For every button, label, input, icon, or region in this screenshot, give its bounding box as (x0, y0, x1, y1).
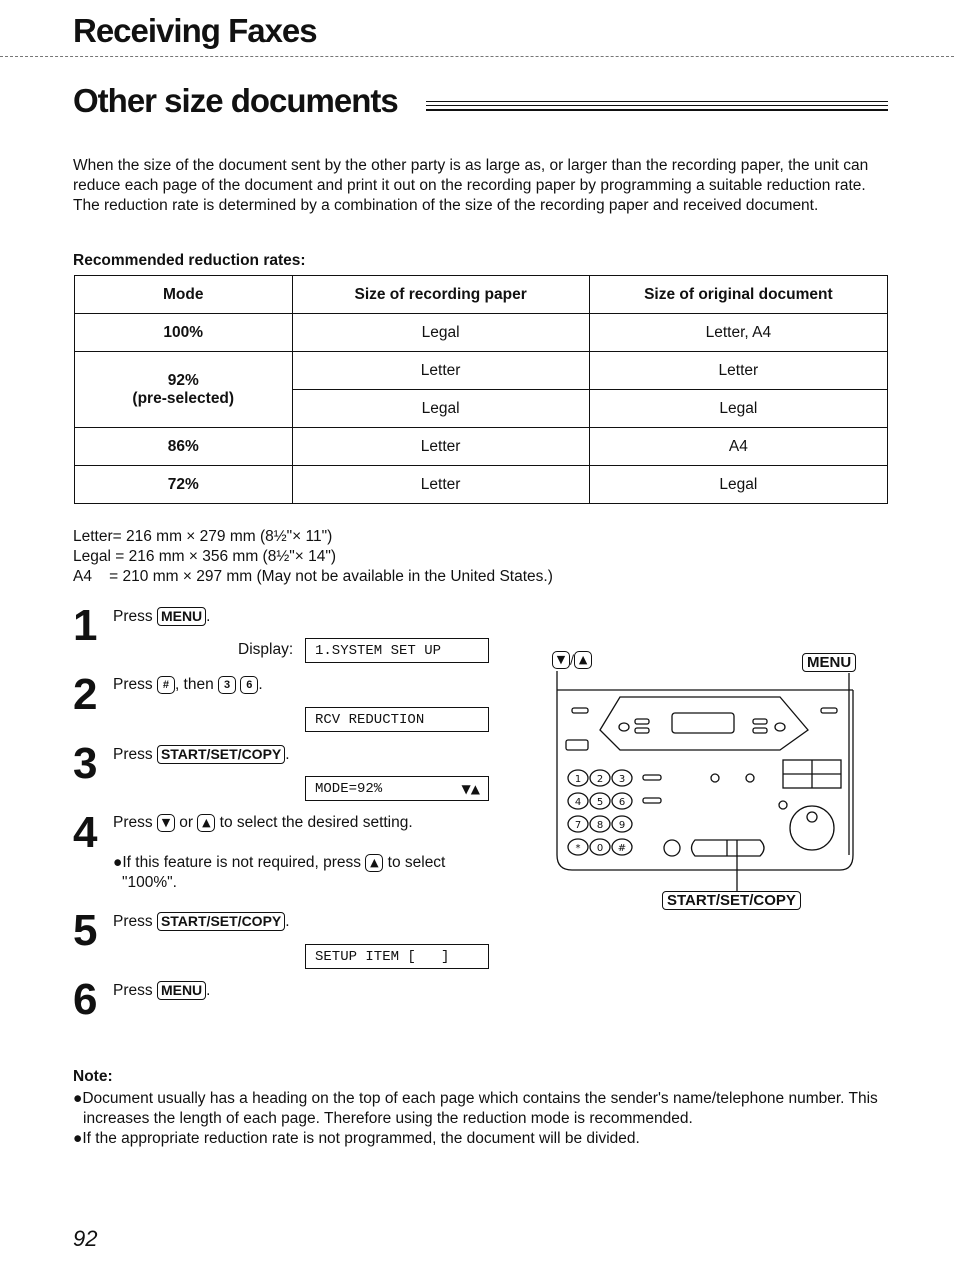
step-number: 3 (73, 739, 98, 788)
title-rule (426, 109, 888, 111)
keypad-key-1: 1 (574, 774, 582, 785)
menu-key: MENU (157, 981, 206, 1000)
lcd-display: SETUP ITEM [ ] (305, 944, 489, 969)
step-instruction: Press START/SET/COPY . (113, 746, 290, 763)
small-button (643, 798, 661, 803)
table-row (75, 314, 888, 352)
indicator-light (619, 723, 629, 731)
small-button (664, 840, 680, 856)
small-button (635, 719, 649, 724)
reduction-rates-table (74, 275, 888, 504)
keypad-key-0: 0 (596, 843, 604, 854)
step-instruction: Press MENU . (113, 608, 211, 625)
header-divider (0, 56, 954, 57)
fax-panel-illustration (540, 665, 860, 895)
round-button-mark (807, 812, 817, 822)
title-rule (426, 105, 888, 106)
lcd-window (672, 713, 734, 733)
mode-note: (pre-selected) (132, 389, 235, 407)
mode-cell (75, 352, 293, 428)
then-label: , then (174, 676, 214, 694)
paper-cell: Letter (292, 428, 589, 466)
small-button (746, 774, 754, 782)
lcd-display: RCV REDUCTION (305, 707, 489, 732)
paper-size-line: Legal = 216 mm × 356 mm (8½"× 14") (73, 548, 337, 565)
press-label: Press (113, 608, 153, 625)
paper-cell: Legal (292, 390, 589, 428)
step-instruction: Press START/SET/COPY . (113, 913, 290, 930)
keypad-key-6: 6 (618, 797, 626, 808)
intro-text (73, 156, 888, 216)
step-instruction (113, 814, 413, 832)
lcd-display: 1.SYSTEM SET UP (305, 638, 489, 663)
small-button (753, 719, 767, 724)
header-cell: Size of recording paper (292, 276, 589, 314)
keypad-key-9: 9 (618, 820, 626, 831)
down-arrow-key: ▼ (157, 814, 175, 832)
small-button (711, 774, 719, 782)
start-set-copy-callout: START/SET/COPY (662, 891, 801, 910)
step-number: 5 (73, 906, 98, 955)
note-item: ●Document usually has a heading on the top of each page which contains the sender's name/telephone number. This increases the length of each page. Therefore using the reduction mode is recommended. (73, 1090, 878, 1127)
step-rest-text: to select the desired setting. (219, 814, 413, 832)
press-label: Press (113, 746, 153, 763)
page-title: Other size documents (73, 82, 398, 119)
lcd-arrows: ▼▲ (461, 782, 480, 796)
menu-key: MENU (157, 607, 206, 626)
separator: / (570, 652, 575, 667)
keypad-key-3: 3 (618, 774, 626, 785)
start-set-copy-key: START/SET/COPY (157, 912, 285, 931)
table-heading: Recommended reduction rates: (73, 252, 306, 269)
step-number: 6 (73, 975, 98, 1024)
digit-key-3: 3 (218, 676, 236, 694)
hash-key: # (157, 676, 175, 694)
press-label: Press (113, 676, 153, 694)
keypad-key-8: 8 (596, 820, 604, 831)
small-button (779, 801, 787, 809)
bullet-text: ●If this feature is not required, press (113, 854, 362, 871)
small-button (635, 728, 649, 733)
note-heading: Note: (73, 1068, 113, 1085)
keypad-key-5: 5 (596, 797, 604, 808)
or-label: or (179, 814, 194, 832)
lcd-text: MODE=92% (315, 781, 383, 797)
intro-paragraph: When the size of the document sent by the other party is as large as, or larger than the recording paper, the unit can reduce each page of the document and print it out on the recording paper by programming a suitable reduction rate. (73, 157, 869, 194)
small-button (643, 775, 661, 780)
digit-key-6: 6 (240, 676, 258, 694)
mode-cell: 100% (75, 314, 293, 352)
step-bullet (113, 853, 503, 893)
up-arrow-key: ▲ (365, 854, 383, 872)
press-label: Press (113, 814, 153, 832)
mode-value: 92% (167, 371, 199, 389)
step-instruction: Press # , then 3 6 . (113, 676, 263, 694)
paper-cell: Legal (292, 314, 589, 352)
step-number: 2 (73, 670, 98, 719)
step-number: 4 (73, 808, 98, 857)
note-list (73, 1089, 893, 1149)
keypad-key-4: 4 (574, 797, 582, 808)
bullet-text: to select (387, 854, 446, 871)
menu-callout: MENU (802, 653, 856, 672)
original-cell: Legal (589, 466, 887, 504)
table-row (75, 428, 888, 466)
mode-cell: 72% (75, 466, 293, 504)
display-label: Display: (238, 641, 294, 658)
step-instruction: Press MENU . (113, 982, 211, 999)
press-label: Press (113, 913, 153, 930)
small-button (572, 708, 588, 713)
paper-cell: Letter (292, 352, 589, 390)
note-item: ●If the appropriate reduction rate is not programmed, the document will be divided. (73, 1130, 640, 1147)
title-rule (426, 101, 888, 102)
original-cell: Letter (589, 352, 887, 390)
step-number: 1 (73, 601, 98, 650)
mode-cell: 86% (75, 428, 293, 466)
up-arrow-key: ▲ (574, 651, 592, 669)
small-button (821, 708, 837, 713)
header-cell: Mode (75, 276, 293, 314)
bullet-text: "100%". (122, 874, 177, 891)
start-set-copy-button (692, 840, 765, 856)
table-row (75, 466, 888, 504)
keypad-key-2: 2 (596, 774, 604, 785)
paper-size-line: A4 = 210 mm × 297 mm (May not be available in the United States.) (73, 568, 553, 585)
page-number: 92 (73, 1226, 98, 1251)
press-label: Press (113, 982, 153, 999)
indicator-light (775, 723, 785, 731)
keypad-key-hash: # (617, 843, 627, 854)
original-cell: Legal (589, 390, 887, 428)
small-button (753, 728, 767, 733)
original-cell: Letter, A4 (589, 314, 887, 352)
start-set-copy-key: START/SET/COPY (157, 745, 285, 764)
keypad-key-star: * (575, 843, 581, 854)
table-row (75, 352, 888, 390)
original-cell: A4 (589, 428, 887, 466)
header-cell: Size of original document (589, 276, 887, 314)
down-arrow-key: ▼ (552, 651, 570, 669)
intro-paragraph: The reduction rate is determined by a combination of the size of the recording paper and received document. (73, 197, 819, 214)
paper-size-line: Letter= 216 mm × 279 mm (8½"× 11") (73, 528, 333, 545)
small-button (566, 740, 588, 750)
paper-size-list (73, 527, 553, 587)
paper-cell: Letter (292, 466, 589, 504)
up-arrow-key: ▲ (197, 814, 215, 832)
table-header-row (75, 276, 888, 314)
section-title: Receiving Faxes (73, 12, 317, 49)
keypad-key-7: 7 (574, 820, 582, 831)
lcd-display (305, 776, 489, 801)
